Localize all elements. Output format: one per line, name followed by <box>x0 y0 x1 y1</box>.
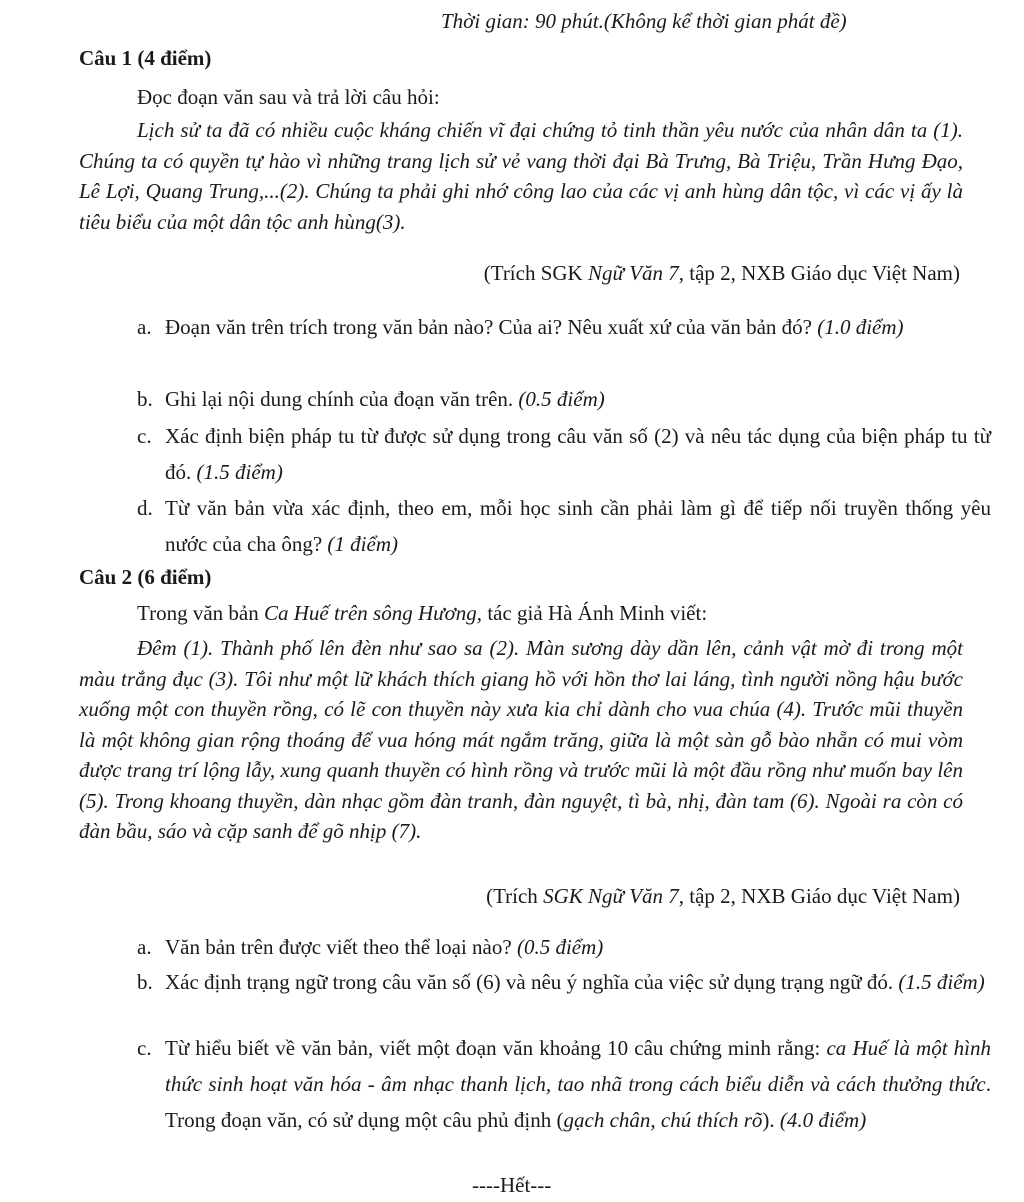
question-1-title: Câu 1 (4 điểm) <box>79 46 212 70</box>
question-1-passage: Lịch sử ta đã có nhiều cuộc kháng chiến vĩ đại chứng tỏ tinh thần yêu nước của nhân dân ta (1). Chúng ta có quyền tự hào vì những trang lịch sử vẻ vang thời đại Bà Trưng, Bà Triệu, Trần Hưng Đạo, Lê Lợi, Quang Trung,...(2). Chúng ta phải ghi nhớ công lao của các vị anh hùng dân tộc, vì các vị ấy là tiêu biểu của một dân tộc anh hùng(3). <box>79 118 963 234</box>
question-1-source: (Trích SGK Ngữ Văn 7, tập 2, NXB Giáo dục Việt Nam) <box>483 261 960 285</box>
question-2-intro: Trong văn bản Ca Huế trên sông Hương, tác giả Hà Ánh Minh viết: <box>137 601 708 625</box>
end-marker: ----Hết--- <box>472 1173 552 1197</box>
question-2c: c. Từ hiểu biết về văn bản, viết một đoạn văn khoảng 10 câu chứng minh rằng: ca Huế là một hình thức sinh hoạt văn hóa - âm nhạc thanh lịch, tao nhã trong cách biểu diễn và cách thưởng thức. Trong đoạn văn, có sử dụng một câu phủ định (gạch chân, chú thích rõ). (4.0 điểm) <box>137 1036 991 1132</box>
question-1c: c. Xác định biện pháp tu từ được sử dụng trong câu văn số (2) và nêu tác dụng của biện pháp tu từ đó. (1.5 điểm) <box>137 424 991 484</box>
exam-time: Thời gian: 90 phút.(Không kể thời gian phát đề) <box>441 9 847 33</box>
question-1a: a. Đoạn văn trên trích trong văn bản nào? Của ai? Nêu xuất xứ của văn bản đó? (1.0 điểm) <box>137 315 904 339</box>
question-2-title: Câu 2 (6 điểm) <box>79 565 212 589</box>
question-2a: a. Văn bản trên được viết theo thể loại nào? (0.5 điểm) <box>137 935 604 959</box>
question-2-source: (Trích SGK Ngữ Văn 7, tập 2, NXB Giáo dục Việt Nam) <box>486 884 960 908</box>
question-2-passage: Đêm (1). Thành phố lên đèn như sao sa (2). Màn sương dày dần lên, cảnh vật mờ đi trong một màu trắng đục (3). Tôi như một lữ khách thích giang hồ với hồn thơ lai láng, tình người nồng hậu bước xuống một con thuyền rồng, có lẽ con thuyền này xưa kia chỉ dành cho vua chúa (4). Trước mũi thuyền là một không gian rộng thoáng để vua hóng mát ngắm trăng, giữa là một sàn gỗ bào nhẵn có mui vòm được trang trí lộng lẫy, xung quanh thuyền có hình rồng và trước mũi là một đầu rồng như muốn bay lên (5). Trong khoang thuyền, dàn nhạc gồm đàn tranh, đàn nguyệt, tì bà, nhị, đàn tam (6). Ngoài ra còn có đàn bầu, sáo và cặp sanh để gõ nhịp (7). <box>79 636 963 843</box>
question-1-instruction: Đọc đoạn văn sau và trả lời câu hỏi: <box>137 85 440 109</box>
question-1b: b. Ghi lại nội dung chính của đoạn văn trên. (0.5 điểm) <box>137 387 605 411</box>
question-2b: b. Xác định trạng ngữ trong câu văn số (6) và nêu ý nghĩa của việc sử dụng trạng ngữ đó. (1.5 điểm) <box>137 970 985 994</box>
question-1d: d. Từ văn bản vừa xác định, theo em, mỗi học sinh cần phải làm gì để tiếp nối truyền thống yêu nước của cha ông? (1 điểm) <box>137 496 991 556</box>
